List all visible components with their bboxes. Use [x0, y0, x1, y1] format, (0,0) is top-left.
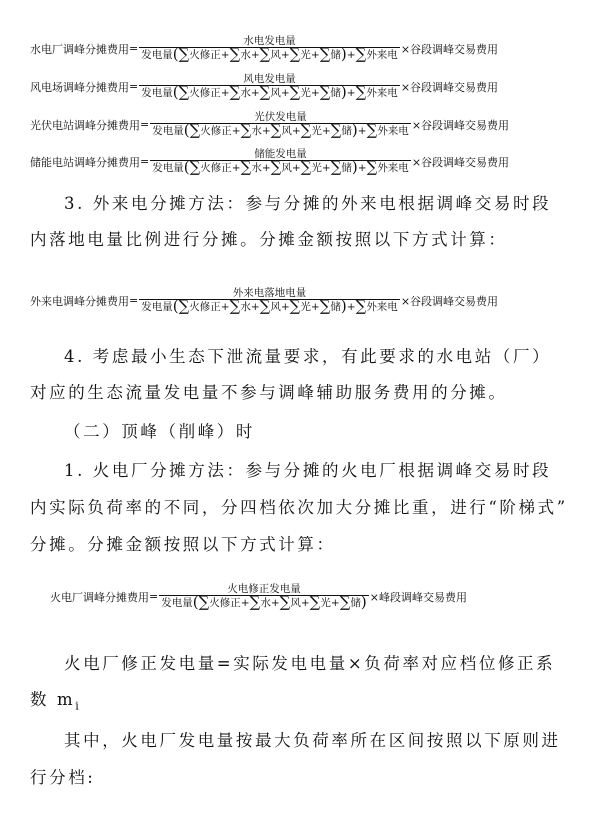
equals-sign: = [129, 42, 139, 55]
paragraph-1-line-2: 内实际负荷率的不同，分四档依次加大分摊比重，进行“阶梯式” [30, 498, 568, 517]
sigma-symbol: ∑ [178, 45, 190, 63]
formula-wind [30, 73, 498, 100]
equals-sign: = [129, 80, 139, 93]
denominator: 发电量(∑火修正+∑水+∑风+∑光+∑储)+∑外来电 [141, 83, 398, 101]
correction-line-2: 数 $m_i$ [30, 690, 82, 713]
equals-sign: = [129, 294, 139, 307]
section-heading: （二）顶峰（削峰）时 [64, 422, 255, 441]
formula-label: 风电场调峰分摊费用 [30, 80, 129, 94]
fraction [150, 148, 411, 175]
numerator: 火电修正发电量 [227, 583, 301, 595]
numerator: 水电发电量 [243, 35, 296, 47]
paragraph-3-line-2: 内落地电量比例进行分摊。分摊金额按照以下方式计算： [30, 230, 508, 249]
formula-tail: ×谷段调峰交易费用 [400, 42, 499, 56]
formula-tail: ×谷段调峰交易费用 [411, 118, 510, 132]
denominator: 发电量(∑火修正+∑水+∑风+∑光+∑储)+∑外来电 [141, 45, 398, 63]
formula-tail: ×谷段调峰交易费用 [411, 155, 510, 169]
grading-line-1: 其中，火电厂发电量按最大负荷率所在区间按照以下原则进 [64, 731, 561, 750]
formula-label: 储能电站调峰分摊费用 [30, 155, 140, 169]
correction-line-1: 火电厂修正发电量=实际发电电量×负荷率对应档位修正系 [64, 654, 556, 673]
fraction [159, 583, 369, 610]
denominator: 发电量(∑火修正+∑水+∑风+∑光+∑储)+∑外来电 [152, 121, 409, 139]
denominator: 发电量(∑火修正+∑水+∑风+∑光+∑储) [161, 593, 367, 611]
fraction [139, 73, 400, 100]
formula-label: 外来电调峰分摊费用 [30, 294, 129, 308]
equals-sign: = [140, 118, 150, 131]
formula-label: 光伏电站调峰分摊费用 [30, 118, 140, 132]
numerator: 外来电落地电量 [232, 287, 307, 299]
formula-tail: ×峰段调峰交易费用 [369, 590, 467, 604]
equals-sign: = [149, 590, 159, 603]
numerator: 储能发电量 [254, 148, 307, 160]
numerator: 光伏发电量 [254, 111, 307, 123]
paragraph-3-line-1: 3. 外来电分摊方法：参与分摊的外来电根据调峰交易时段 [64, 194, 552, 213]
paragraph-4-line-2: 对应的生态流量发电量不参与调峰辅助服务费用的分摊。 [30, 383, 508, 402]
formula-pv [30, 111, 509, 138]
numerator: 风电发电量 [243, 73, 296, 85]
formula-label: 火电厂调峰分摊费用 [50, 590, 149, 604]
fraction [139, 287, 400, 314]
paragraph-1-line-1: 1. 火电厂分摊方法：参与分摊的火电厂根据调峰交易时段 [64, 461, 552, 480]
formula-tail: ×谷段调峰交易费用 [400, 80, 499, 94]
formula-external [30, 287, 498, 314]
formula-storage [30, 148, 509, 175]
equals-sign: = [140, 155, 150, 168]
formula-thermal [50, 583, 467, 610]
formula-hydro [30, 35, 498, 62]
denominator: 发电量(∑火修正+∑水+∑风+∑光+∑储)+∑外来电 [152, 158, 409, 176]
paragraph-1-line-3: 分摊。分摊金额按照以下方式计算： [30, 535, 336, 554]
fraction [139, 35, 400, 62]
formula-tail: ×谷段调峰交易费用 [400, 294, 499, 308]
paragraph-4-line-1: 4. 考虑最小生态下泄流量要求，有此要求的水电站（厂） [64, 347, 552, 366]
grading-line-2: 行分档: [30, 768, 96, 787]
formula-label: 水电厂调峰分摊费用 [30, 42, 129, 56]
fraction [150, 111, 411, 138]
denominator: 发电量(∑火修正+∑水+∑风+∑光+∑储)+∑外来电 [141, 297, 398, 315]
